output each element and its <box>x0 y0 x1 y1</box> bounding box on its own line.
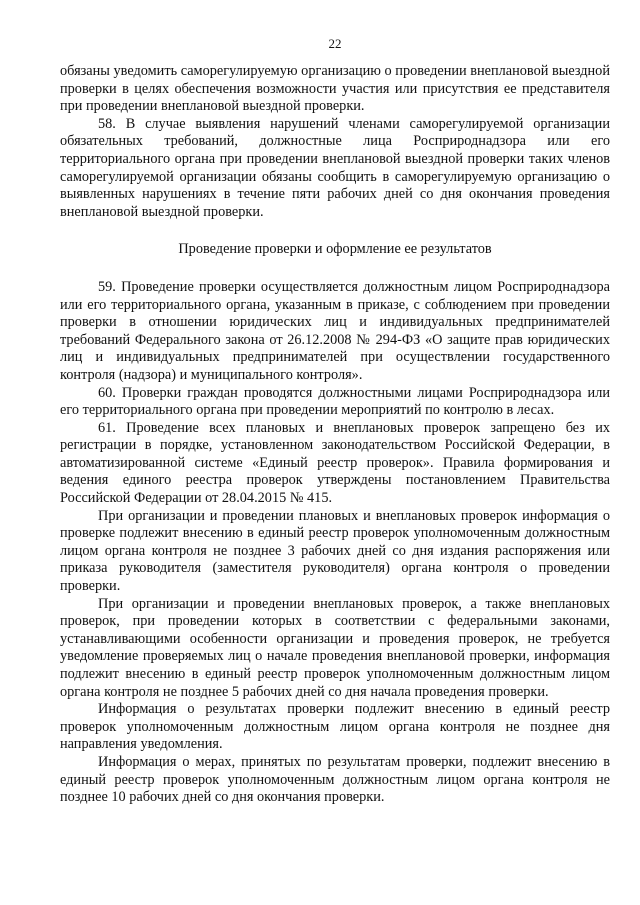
document-body <box>60 63 610 807</box>
paragraph-61-results-info: Информация о результатах проверки подлежит внесению в единый реестр проверок уполномоченным должностным лицом органа контроля не позднее дня направления уведомления. <box>60 701 610 753</box>
paragraph-61-registration-unplanned: При организации и проведении внеплановых проверок, а также внеплановых проверок, при проведении которых в соответствии с федеральными законами, устанавливающими особенности организации и проведения проверок, не требуется уведомление проверяемых лиц о начале проведения внеплановой проверки, информация подлежит внесению в единый реестр проверок уполномоченным должностным лицом органа контроля не позднее 5 рабочих дней со дня начала проведения проверки. <box>60 595 610 700</box>
paragraph-61-measures-info: Информация о мерах, принятых по результатам проверки, подлежит внесению в единый реестр проверок уполномоченным должностным лицом органа контроля не позднее 10 рабочих дней со дня окончания проверки. <box>60 753 610 806</box>
paragraph-59: 59. Проведение проверки осуществляется должностным лицом Росприроднадзора или его территориального органа, указанным в приказе, с соблюдением при проведении проверки в отношении юридических лиц и индивидуальных предпринимателей требований Федерального закона от 26.12.2008 № 294-ФЗ «О защите прав юридических лиц и индивидуальных предпринимателей при осуществлении государственного контроля (надзора) и муниципального контроля». <box>60 278 610 383</box>
paragraph-continuation: обязаны уведомить саморегулируемую организацию о проведении внеплановой выездной проверки в целях обеспечения возможности участия или присутствия ее представителя при проведении внеплановой выездной проверки. <box>60 63 610 115</box>
paragraph-61-registration-planned: При организации и проведении плановых и внеплановых проверок информация о проверке подлежит внесению в единый реестр проверок уполномоченным должностным лицом органа контроля не позднее 3 рабочих дней со дня издания распоряжения или приказа руководителя (заместителя руководителя) органа контроля о проведении проверки. <box>60 507 610 595</box>
paragraph-61: 61. Проведение всех плановых и внеплановых проверок запрещено без их регистрации в порядке, установленном законодательством Российской Федерации, в автоматизированной системе «Единый реестр проверок». Правила формирования и ведения единого реестра проверок утверждены постановлением Правительства Российской Федерации от 28.04.2015 № 415. <box>60 419 610 507</box>
paragraph-60: 60. Проверки граждан проводятся должностными лицами Росприроднадзора или его территориального органа при проведении мероприятий по контролю в лесах. <box>60 384 610 419</box>
page-number: 22 <box>328 36 342 51</box>
paragraph-58: 58. В случае выявления нарушений членами саморегулируемой организации обязательных требований, должностные лица Росприроднадзора или его территориального органа при проведении внеплановой выездной проверки таких членов саморегулируемой организации обязаны сообщить в саморегулируемую организацию о выявленных нарушениях в течение пяти рабочих дней со дня окончания проведения внеплановой выездной проверки. <box>60 115 610 220</box>
section-heading: Проведение проверки и оформление ее результатов <box>178 241 492 258</box>
